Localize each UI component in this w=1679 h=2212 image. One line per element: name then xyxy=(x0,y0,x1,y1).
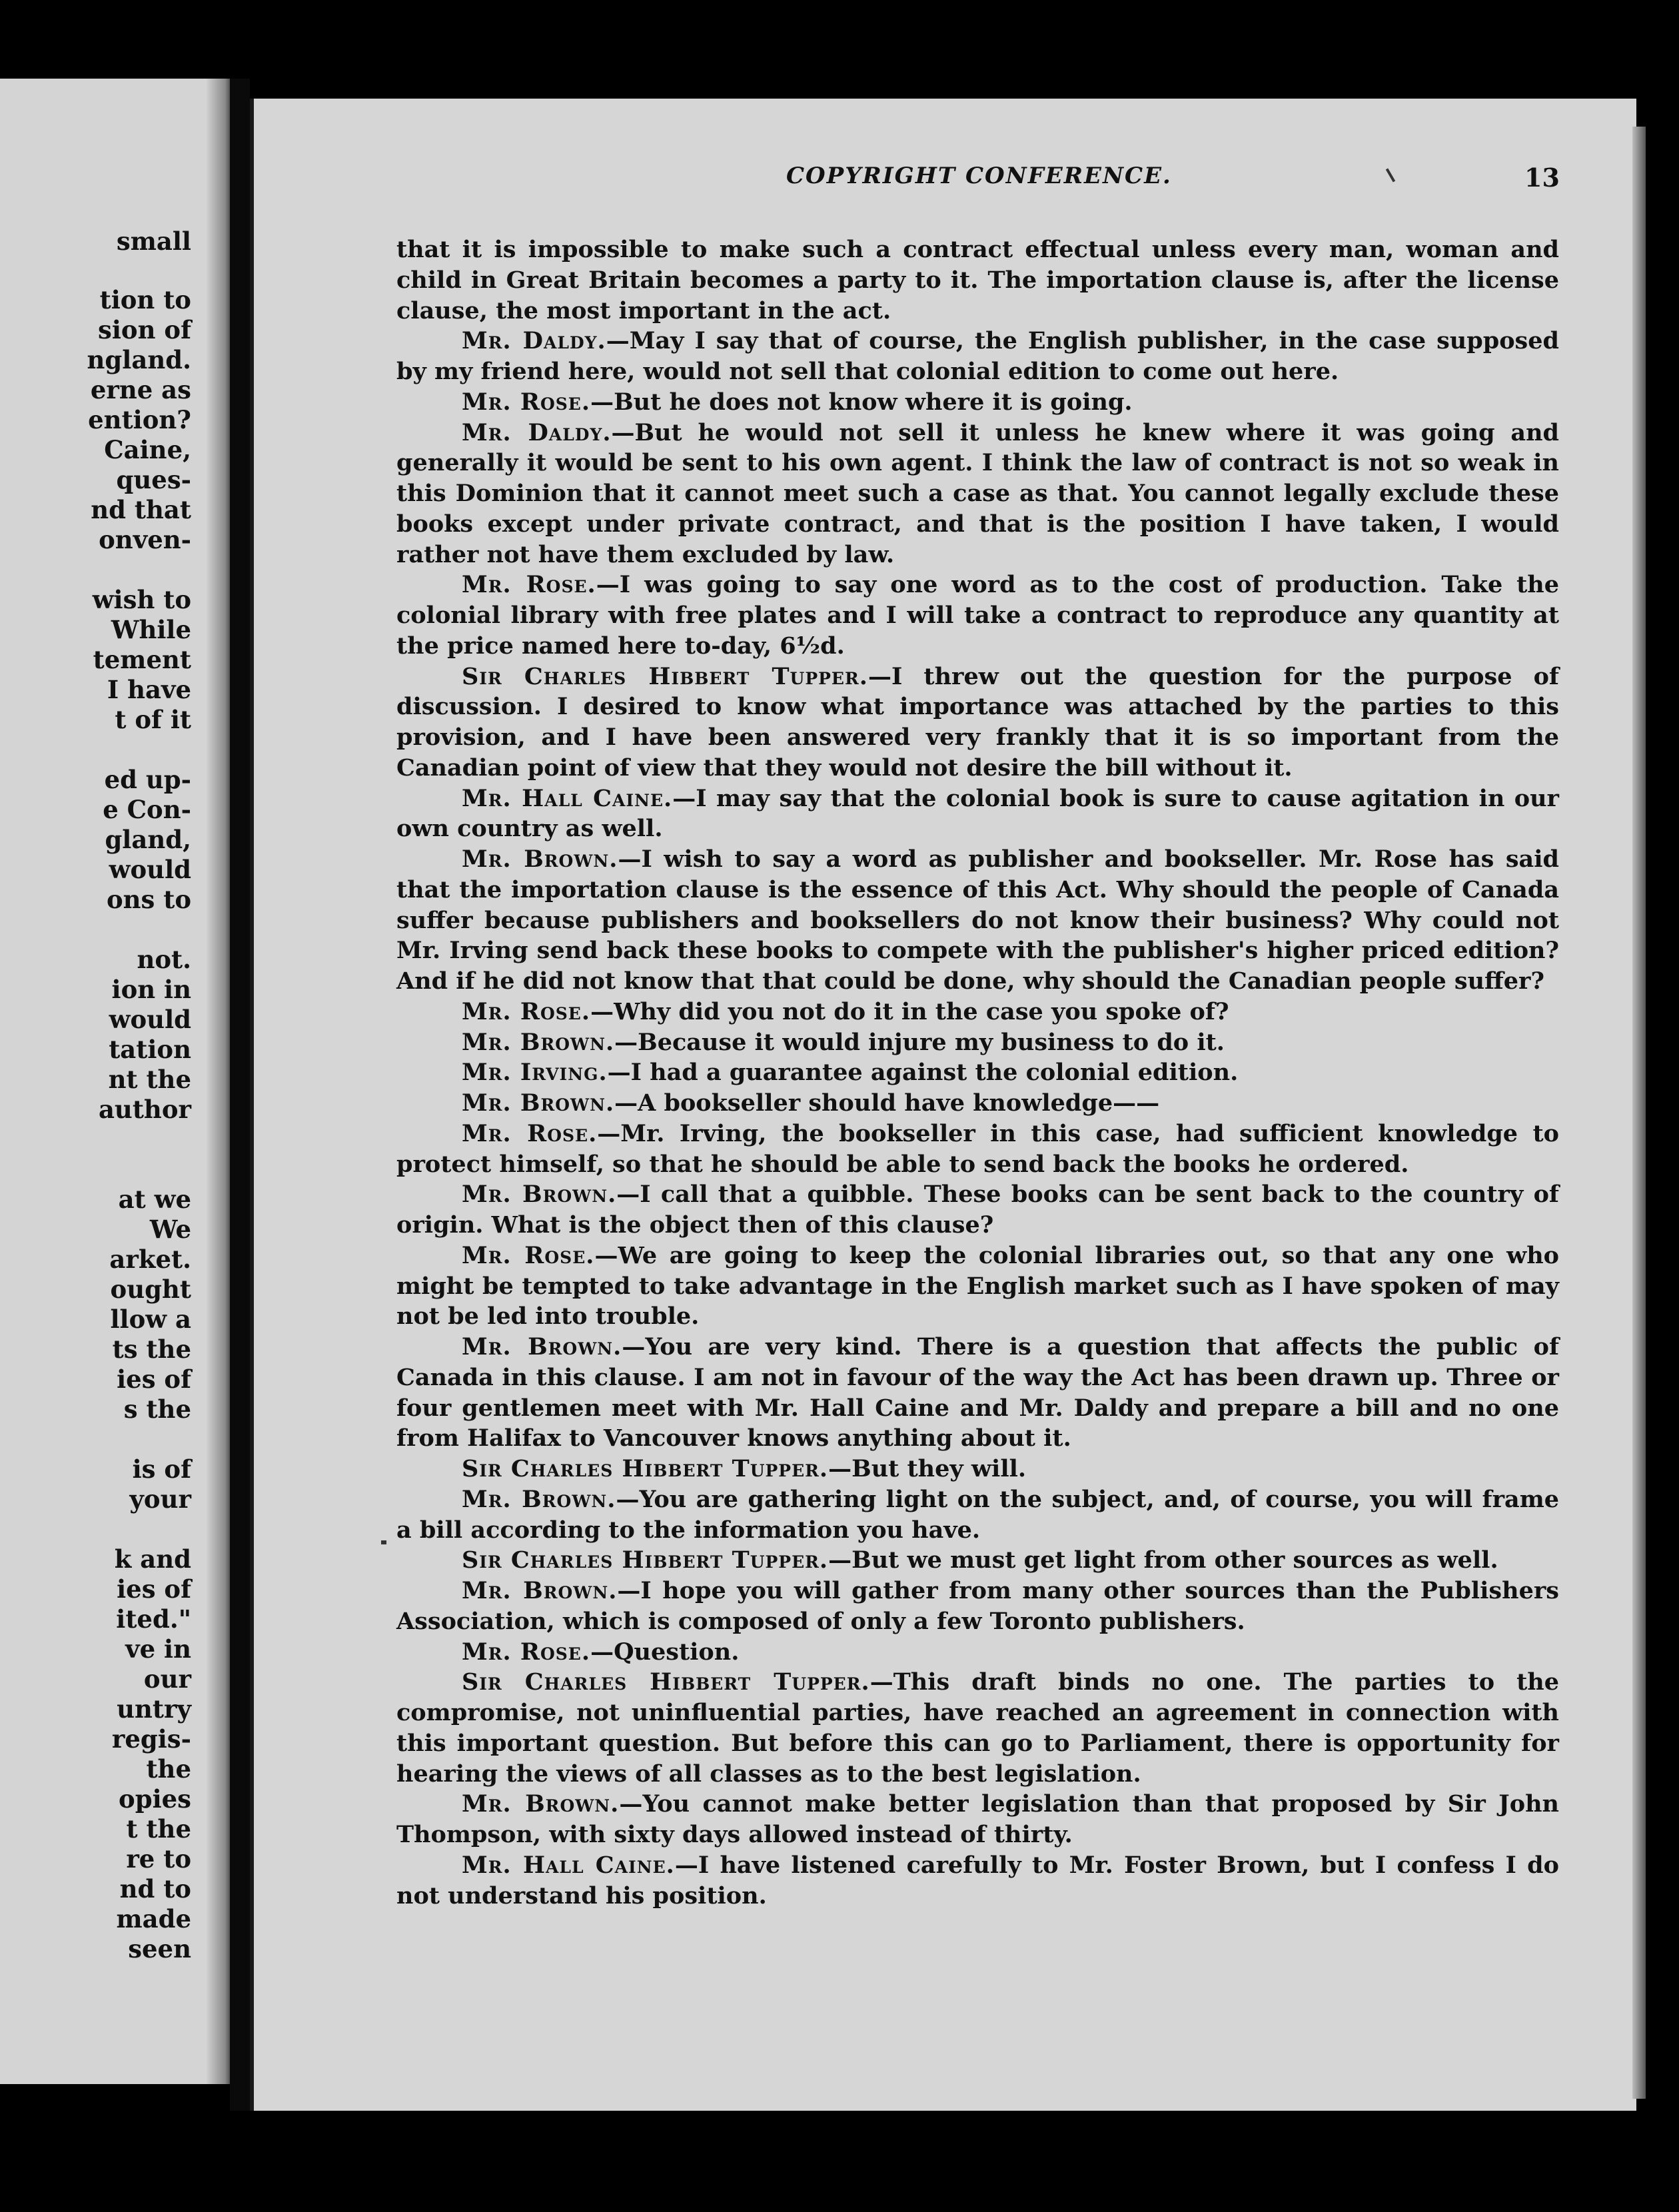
paragraph xyxy=(396,1667,1559,1789)
paragraph xyxy=(396,1850,1559,1912)
paragraph xyxy=(396,1057,1559,1088)
left-fragment: llow a xyxy=(110,1305,191,1334)
speaker-name: Mr. Rose. xyxy=(462,1638,591,1666)
speaker-name: Mr. Brown. xyxy=(462,1790,620,1818)
paragraph-text: —But they will. xyxy=(828,1455,1027,1482)
paragraph-text: —I threw out the question for the purpose of discussion. I desired to know what importance was attached by the parties to this provision, and I have been answered very frankly that it is so important from the Canadian point of view that they would not desire the bill without it. xyxy=(396,662,1559,782)
left-fragment: arket. xyxy=(109,1245,191,1274)
left-fragment: is of xyxy=(132,1454,191,1484)
book-gutter xyxy=(230,79,250,2111)
paragraph-text: —I have listened carefully to Mr. Foster Brown, but I confess I do not understand his position. xyxy=(396,1851,1559,1910)
speaker-name: Mr. Hall Caine. xyxy=(462,1851,675,1879)
paragraph-text: —We are going to keep the colonial libraries out, so that any one who might be tempted to take advantage in the English market such as I have spoken of may not be led into trouble. xyxy=(396,1241,1559,1331)
paragraph-text: —You are very kind. There is a question that affects the public of Canada in this clause. I am not in favour of the way the Act has been drawn up. Three or four gentlemen meet with Mr. Hall Caine and Mr. Daldy and prepare a bill and no one from Halifax to Vancouver knows anything about it. xyxy=(396,1333,1560,1452)
speaker-name: Mr. Brown. xyxy=(462,1485,616,1513)
left-fragment: ion in xyxy=(111,975,191,1004)
speaker-name: Mr. Brown. xyxy=(462,1089,615,1117)
paragraph xyxy=(396,418,1559,570)
speaker-name: Mr. Rose. xyxy=(462,571,596,599)
left-fragment: ed up- xyxy=(104,765,191,794)
speaker-name: Mr. Rose. xyxy=(462,1241,595,1269)
paragraph xyxy=(396,1576,1559,1637)
left-fragment: made xyxy=(116,1904,191,1934)
paragraph-text: —Because it would injure my business to do it. xyxy=(614,1028,1225,1056)
speaker-name: Mr. Brown. xyxy=(462,1028,615,1056)
paragraph xyxy=(396,1088,1559,1119)
speaker-name: Mr. Brown. xyxy=(462,1181,617,1209)
speaker-name: Mr. Hall Caine. xyxy=(462,784,673,812)
speaker-name: Mr. Brown. xyxy=(462,1577,618,1604)
paragraph-text: —I wish to say a word as publisher and bookseller. Mr. Rose has said that the importation clause is the essence of this Act. Why should the people of Canada suffer because publishers and booksellers do not know their business? Why could not Mr. Irving send back these books to compete with the publisher's higher priced edition? And if he did not know that that could be done, why should the Canadian people suffer? xyxy=(396,845,1559,995)
left-fragment: erne as xyxy=(90,375,191,404)
paragraph xyxy=(396,326,1559,387)
paragraph xyxy=(396,1545,1559,1576)
left-fragment: our xyxy=(143,1664,191,1694)
left-fragment: nd to xyxy=(119,1874,191,1904)
paragraph-text: —You cannot make better legislation than that proposed by Sir John Thompson, with sixty days allowed instead of thirty. xyxy=(396,1790,1559,1848)
speaker-name: Mr. Rose. xyxy=(462,388,591,416)
speaker-name: Sir Charles Hibbert Tupper. xyxy=(462,1668,870,1696)
page-body xyxy=(396,235,1559,1911)
left-fragment: gland, xyxy=(105,825,191,854)
page-number: 13 xyxy=(1524,163,1560,193)
left-fragment: ited." xyxy=(116,1604,191,1634)
left-fragment: tation xyxy=(109,1035,191,1064)
paragraph xyxy=(396,1332,1559,1454)
paragraph xyxy=(396,1789,1559,1850)
paragraph xyxy=(396,1637,1559,1668)
speaker-name: Mr. Rose. xyxy=(462,997,591,1025)
paragraph-text: —But he would not sell it unless he knew where it was going and generally it would be sent to his own agent. I think the law of contract is not so weak in this Dominion that it cannot meet such a case as that. You cannot legally exclude these books except under private contract, and that is the position I have taken, I would rather not have them excluded by law. xyxy=(396,418,1559,568)
paragraph-text: —But we must get light from other sources as well. xyxy=(828,1546,1498,1574)
running-head: COPYRIGHT CONFERENCE. xyxy=(786,163,1172,189)
left-fragment: author xyxy=(98,1095,191,1124)
paragraph xyxy=(396,1119,1559,1180)
left-fragment: nt the xyxy=(108,1065,191,1094)
paragraph xyxy=(396,1484,1559,1546)
left-page-edge xyxy=(207,79,230,2084)
left-fragment: not. xyxy=(137,945,191,974)
paragraph-text: —I hope you will gather from many other sources than the Publishers Association, which is composed of only a few Toronto publishers. xyxy=(396,1577,1559,1635)
left-fragment: t the xyxy=(126,1814,191,1844)
speaker-name: Mr. Brown. xyxy=(462,845,618,873)
left-fragment: ies of xyxy=(117,1574,191,1604)
paragraph xyxy=(396,1454,1559,1484)
left-fragment: I have xyxy=(107,675,191,704)
speaker-name: Mr. Irving. xyxy=(462,1059,608,1087)
left-fragment: the xyxy=(146,1754,191,1784)
left-fragment: untry xyxy=(117,1694,191,1724)
left-fragment: ought xyxy=(110,1275,191,1304)
left-page xyxy=(0,79,230,2084)
left-fragment: ies of xyxy=(117,1365,191,1394)
paragraph-text: —I had a guarantee against the colonial edition. xyxy=(607,1059,1239,1087)
left-fragment: tion to xyxy=(99,285,191,314)
paragraph-text: —You are gathering light on the subject, and, of course, you will frame a bill according to the information you have. xyxy=(396,1485,1560,1544)
speaker-name: Mr. Daldy. xyxy=(462,327,606,355)
left-fragment: regis- xyxy=(111,1724,191,1754)
left-fragment: small xyxy=(116,227,191,256)
left-fragment: opies xyxy=(119,1784,191,1814)
paragraph xyxy=(396,662,1559,784)
left-fragment: ention? xyxy=(88,405,191,434)
speaker-name: Sir Charles Hibbert Tupper. xyxy=(462,1455,829,1482)
left-fragment: would xyxy=(109,1005,191,1034)
speaker-name: Mr. Daldy. xyxy=(462,418,612,446)
left-fragment: nd that xyxy=(91,495,191,524)
speaker-name: Mr. Rose. xyxy=(462,1119,598,1147)
paragraph-text: —Mr. Irving, the bookseller in this case, had sufficient knowledge to protect himself, so that he should be able to send back the books he ordered. xyxy=(396,1119,1559,1178)
paragraph xyxy=(396,235,1559,326)
left-fragment: While xyxy=(111,615,191,644)
paragraph-text: —Why did you not do it in the case you spoke of? xyxy=(590,997,1229,1025)
left-fragment: ques- xyxy=(116,465,191,494)
left-fragment: We xyxy=(149,1215,191,1244)
left-fragment: ve in xyxy=(125,1634,191,1664)
left-fragment: seen xyxy=(128,1934,191,1963)
paragraph-text: —I may say that the colonial book is sure to cause agitation in our own country as well. xyxy=(396,784,1559,843)
paragraph xyxy=(396,1179,1559,1241)
paragraph xyxy=(396,570,1559,661)
left-fragment: ngland. xyxy=(87,345,191,374)
paragraph-text: —This draft binds no one. The parties to the compromise, not uninfluential parties, have reached an agreement in connection with this important question. But before this can go to Parliament, there is opportunity for hearing the views of all classes as to the best legislation. xyxy=(396,1668,1559,1788)
paragraph-text: —Question. xyxy=(590,1638,740,1666)
left-fragment: ts the xyxy=(112,1335,191,1364)
left-fragment: s the xyxy=(123,1394,191,1424)
left-fragment: onven- xyxy=(99,525,191,554)
left-fragment: Caine, xyxy=(104,435,191,464)
left-fragment: t of it xyxy=(115,705,191,734)
left-fragment: ons to xyxy=(106,885,191,914)
paragraph xyxy=(396,997,1559,1027)
paragraph-text: —I was going to say one word as to the cost of production. Take the colonial library with free plates and I will take a contract to reproduce any quantity at the price named here to-day, 6½d. xyxy=(396,571,1559,660)
left-fragment: your xyxy=(129,1484,191,1514)
left-fragment: k and xyxy=(114,1544,191,1574)
left-fragment: e Con- xyxy=(103,795,191,824)
paragraph xyxy=(396,387,1559,418)
left-fragment: tement xyxy=(93,645,191,674)
left-fragment: sion of xyxy=(98,315,191,344)
paragraph-text: —May I say that of course, the English publisher, in the case supposed by my friend here, would not sell that colonial edition to come out here. xyxy=(396,327,1559,385)
left-fragment: would xyxy=(109,855,191,884)
right-page-edge xyxy=(1632,127,1646,2099)
left-fragment: wish to xyxy=(92,585,191,614)
paragraph-text: —But he does not know where it is going. xyxy=(590,388,1133,416)
speaker-name: Sir Charles Hibbert Tupper. xyxy=(462,662,868,690)
paragraph-text: —A bookseller should have knowledge—— xyxy=(614,1089,1160,1117)
ink-speck xyxy=(381,1540,386,1544)
left-fragment: re to xyxy=(126,1844,191,1874)
speaker-name: Sir Charles Hibbert Tupper. xyxy=(462,1546,829,1574)
paragraph-text: —I call that a quibble. These books can be sent back to the country of origin. What is the object then of this clause? xyxy=(396,1181,1559,1239)
paragraph xyxy=(396,1241,1559,1332)
paragraph xyxy=(396,784,1559,845)
paragraph-text: that it is impossible to make such a contract effectual unless every man, woman and child in Great Britain becomes a party to it. The importation clause is, after the license clause, the most important in the act. xyxy=(396,236,1559,324)
paragraph xyxy=(396,1027,1559,1058)
speaker-name: Mr. Brown. xyxy=(462,1333,622,1361)
paragraph xyxy=(396,844,1559,997)
left-fragment: at we xyxy=(118,1185,191,1214)
